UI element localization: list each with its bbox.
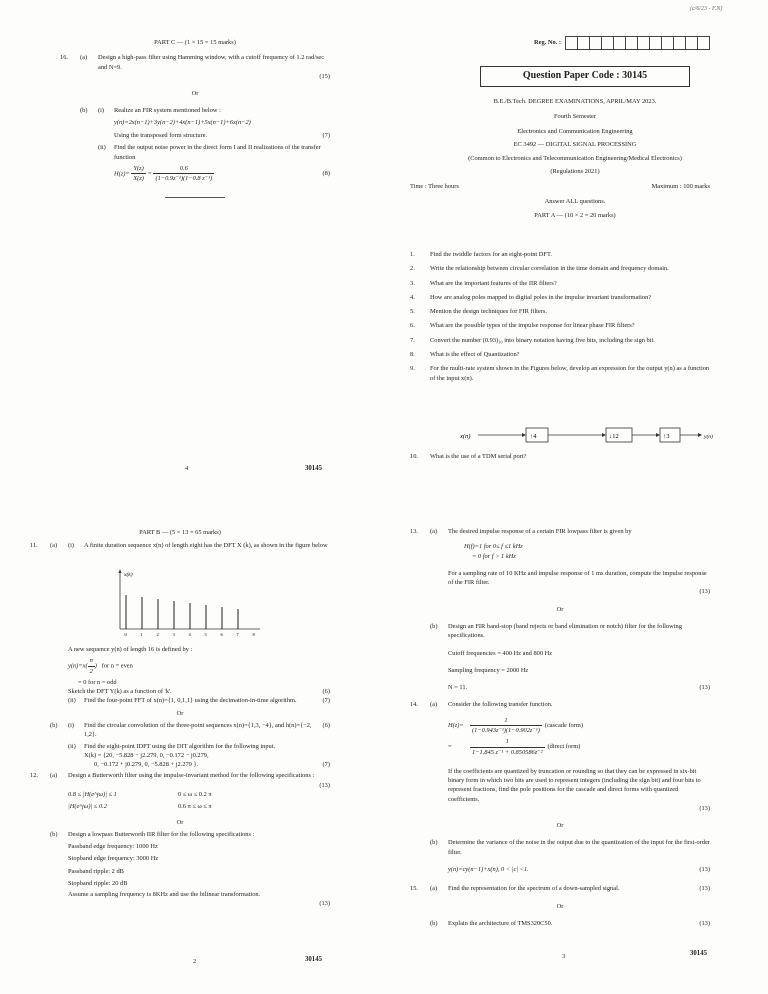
question-1: 1. Find the twiddle factors for an eight-point DFT. (410, 251, 552, 258)
multirate-diagram (440, 425, 720, 447)
q12b-spec-1: Passband edge frequency: 1000 Hz (68, 843, 158, 851)
or-label: Or (176, 709, 184, 717)
page-4-number: 4 (185, 465, 189, 472)
q14a-lhs: H(z)= (448, 721, 464, 729)
q14a-direct-fraction: $\frac{1}{\text{1−1.845 z⁻¹ + 0.850586z⁻²}}$ (472, 738, 543, 756)
or-label: Or (556, 902, 564, 910)
common-line: (Common to Electronics and Telecommunication Engineering/Medical Electronics) (468, 154, 682, 162)
q13b-spec-1: Cutoff frequencies = 400 Hz and 800 Hz (448, 649, 553, 657)
q16a: 16. (a) Design a high-pass filter using Hamming window, with a cutoff frequency of 1.2 rad/sec and N=9. (60, 54, 325, 71)
q15a: 15. (a) Find the representation for the spectrum of a down-sampled signal. (13) (410, 885, 710, 893)
downsample-12-label: ↓12 (609, 433, 619, 440)
dft-stem-plot (100, 567, 280, 642)
plot-tick-4: 4 (188, 632, 191, 637)
q12b-spec-3: Passband ripple: 2 dB (68, 867, 124, 875)
q14a-cascade-fraction: $\frac{1}{\text{(1−0.943z⁻¹)(1−0.902z⁻¹)}}$ (472, 716, 540, 734)
q16b-ii-equation: H(z)= $\frac{Y(z)}{X(z)}$ = $\frac{0.6}{\text{(1−0.9z⁻¹)(1−0.8 z⁻¹)}}$ (114, 164, 213, 183)
q11b-i: (b) (i) Find the circular convolution of the three-point sequences x(n)={1,3, −4}, and h(n)={−2, 1,2}. (6) (50, 721, 330, 739)
question-5: 5. Mention the design techniques for FIR filters. (410, 308, 547, 316)
q13b-spec-2: Sampling frequency = 2000 Hz (448, 666, 529, 674)
q11b-ii: (ii) Find the eight-point IDFT using the DIT algorithm for the following input. (68, 742, 276, 750)
q14b-equation: y(n)=cy(n−1)+x(n), 0 < |c| <1. (448, 866, 529, 874)
part-c-title: PART C — (1 × 15 = 15 marks) (154, 39, 236, 46)
question-7: 7. Convert the number (0.93)₁₀ into binary notation having five bits, including the sign bit. (410, 336, 655, 344)
reg-no-boxes (565, 36, 710, 50)
subject-line: EC 3492 — DIGITAL SIGNAL PROCESSING (513, 141, 637, 149)
q12b-marks: (13) (319, 900, 330, 908)
semester-line: Fourth Semester (553, 112, 597, 120)
plot-y-label: x(k) (124, 572, 133, 578)
q14b: (b) Determine the variance of the noise in the output due to the quantization of the input for the first-order filter. (430, 839, 710, 856)
question-2: 2. Write the relationship between circular correlation in the time domain and frequency domain. (410, 265, 669, 273)
q12a-marks: (13) (319, 781, 330, 789)
question-6: 6. What are the possible types of the impulse response for linear phase FIR filters? (410, 322, 635, 330)
q14b-marks: (13) (699, 866, 710, 874)
q12a-spec-1-right: 0 ≤ ω ≤ 0.2 π (178, 790, 212, 798)
q16b-ii-marks: (8) (322, 169, 330, 177)
q15b: (b) Explain the architecture of TMS320C50. (13) (430, 919, 710, 927)
q13a-marks: (13) (699, 588, 710, 596)
question-paper-code: Question Paper Code : 30145 (480, 66, 690, 87)
q12a-spec-2-left: |H(e^jω)| ≤ 0.2 (68, 803, 107, 811)
upsample-3-label: ↑3 (663, 433, 670, 440)
q14a-cascade-label: (cascade form) (544, 721, 583, 729)
question-4: 4. How are analog poles mapped to digital poles in the impulse invariant transformation? (410, 293, 652, 301)
or-label: Or (556, 605, 564, 613)
time-label: Time : Three hours (410, 183, 459, 191)
page-3: 13. (a) The desired impulse response of a certain FIR lowpass filter is given by H(f)=1 for 0≤ f ≤1 kHz = 0 for f > 1 kHz For a sampling rate of 10 KHz and impulse response of 1 ms duration, compute the impulse response of the FIR filter. (13) Or (b) Design an FIR band-stop (band rejects or band elimination or notch) filter for the following specifications. Cutoff frequencies = 400 Hz and 800 Hz Sampling frequency = 2000 Hz N = 11. (13) 14. (a) Consider the following transfer function. H(z)= $\frac{1}{\text{(1−0.943z⁻¹)(1−0.902z⁻¹)}}$ (cascade form) = $\frac{1}{\text{1−1.845 z⁻¹ + 0.850586z⁻²}}$ (direct form) If the coefficients are quantized by truncation or rounding so that they can be expressed in six-bit binary form in which two bits are used to represent integers (including the sign bit) and four bits to represent fractions, find the pole positions for the cascade and direct forms with quantized coefficients. (13) Or (b) Determine the variance of the noise in the output due to the quantization of the input for the first-order filter. y(n)=cy(n−1)+x(n), 0 < |c| <1. (13) 15. (a) Find the representation for the spectrum of a down-sampled signal. (13) Or (b) Explain the architecture of TMS320C50. (13) (410, 528, 710, 927)
page-2 (30, 528, 330, 551)
plot-tick-7: 7 (236, 632, 239, 637)
or-label: Or (556, 822, 564, 830)
q13a-eq-2: = 0 for f > 1 kHz (472, 552, 516, 560)
plot-tick-8: 8 (252, 632, 255, 637)
regulations-line: (Regulations 2021) (550, 167, 600, 175)
question-3: 3. What are the important features of the IIR filters? (410, 279, 557, 287)
page-3-number: 3 (562, 953, 566, 960)
page-2-code: 30145 (305, 956, 322, 963)
answer-all: Answer ALL questions. (544, 198, 606, 206)
q12a-spec-2-right: 0.6 π ≤ ω ≤ π (178, 803, 212, 811)
q14a: 14. (a) Consider the following transfer function. (410, 701, 553, 709)
q12a-spec-1-left: 0.8 ≤ |H(e^jω)| ≤ 1 (68, 790, 117, 798)
q13b-spec-3: N = 11. (448, 684, 468, 692)
q13b-marks: (13) (699, 684, 710, 692)
q11a-i: 11. (a) (i) A finite duration sequence x(n) of length eight has the DFT X (k), as shown in the figure below (30, 542, 328, 550)
part-a-questions (410, 250, 710, 383)
plot-tick-0: 0 (124, 632, 127, 637)
q16b-ii: (ii) Find the output noise power in the direct form I and II realizations of the transfer function (98, 144, 321, 161)
plot-tick-3: 3 (172, 632, 175, 637)
degree-line: B.E./B.Tech. DEGREE EXAMINATIONS, APRIL/MAY 2023. (493, 97, 657, 105)
page-2-number: 2 (193, 958, 197, 965)
reg-no-row: Reg. No. : (440, 36, 710, 50)
plot-tick-6: 6 (220, 632, 223, 637)
question-9: 9. For the multi-rate system shown in the Figures below, develop an expression for the output y(n) as a function of the input x(n). (410, 365, 710, 382)
q11a-ii-marks: (7) (322, 697, 330, 705)
q12b: (b) Design a lowpass Butterworth IIR filter for the following specifications : (50, 830, 255, 838)
page-3-code: 30145 (690, 950, 707, 957)
q15a-marks: (13) (699, 885, 710, 893)
q16b-i-marks: (7) (322, 131, 330, 139)
plot-tick-5: 5 (204, 632, 207, 637)
q13a-eq-1: H(f)=1 for 0≤ f ≤1 kHz (464, 543, 523, 551)
q14a-direct-label: (direct form) (547, 743, 581, 751)
q11a-ii: (ii) Find the four-point FFT of x(n)={1, 0,1,1} using the decimation-in-time algorithm. (7) (68, 697, 330, 705)
or-label: Or (191, 90, 199, 98)
question-10: 10. What is the use of a TDM serial port? (410, 453, 527, 460)
branch-line: Electronics and Communication Engineering (517, 128, 633, 136)
page-4: PART C — (1 × 15 = 15 marks) 16. (a) Design a high-pass filter using Hamming window, with a cutoff frequency of 1.2 rad/sec and N=9. (15) Or (b) (i) Realize an FIR system mentioned below : y(n)=2x(n−1)+3y(n−2)+4x(n−1)+5x(n−1)+6x(n−2) Using the transposed form structure. (7) (ii) Find the output noise power in the direct form I and II realizations of the transfer function H(z)= $\frac{Y(z)}{X(z)}$ = $\frac{0.6}{\text{(1−0.9z⁻¹)(1−0.8 z⁻¹)}}$ (8) (60, 38, 330, 198)
plot-tick-2: 2 (156, 632, 159, 637)
maximum-marks: Maximum : 100 marks (651, 183, 710, 191)
diagram-input-label: x(n) (460, 433, 471, 440)
page-1 (410, 36, 710, 220)
q13a: 13. (a) The desired impulse response of a certain FIR lowpass filter is given by (410, 528, 632, 535)
q12a: 12. (a) Design a Butterworth filter using the impulse-invariant method for the following specifications : (30, 772, 315, 780)
q11a-equation-2: = 0 for n = odd (78, 678, 117, 686)
q11a-equation-1: y(n)=x( $\frac{n}{2}$ ) for n = even (68, 657, 133, 675)
q15b-marks: (13) (699, 919, 710, 927)
q11b-ii-eq-1: X(k) = {20, −5.828 − j2.279, 0, −0.172 − j0.279, (84, 751, 209, 759)
corner-handwritten-note: (c/6/23 - F.N) (690, 6, 723, 12)
plot-tick-1: 1 (140, 632, 143, 637)
page-4-code: 30145 (305, 465, 322, 472)
q16a-marks: (15) (319, 72, 330, 80)
q14a-marks: (13) (699, 804, 710, 812)
diagram-output-label: y(n) (704, 434, 713, 440)
q16b-i-equation: y(n)=2x(n−1)+3y(n−2)+4x(n−1)+5x(n−1)+6x(n−2) (114, 118, 251, 126)
end-rule (165, 197, 225, 198)
part-a-title: PART A — (10 × 2 = 20 marks) (534, 211, 616, 219)
upsample-4-label: ↑4 (530, 433, 537, 440)
q13b: (b) Design an FIR band-stop (band rejects or band elimination or notch) filter for the following specifications. (430, 622, 682, 640)
part-b-title: PART B — (5 × 13 = 65 marks) (139, 529, 221, 536)
q16b-i: (b) (i) Realize an FIR system mentioned below : (80, 107, 221, 115)
or-label: Or (176, 818, 184, 826)
q11b-i-marks: (6) (322, 721, 330, 729)
q11a-i-marks: (6) (322, 688, 330, 696)
q12b-spec-4: Stopband ripple: 20 dB (68, 879, 128, 887)
q11b-ii-eq-2: 0, −0.172 + j0.279, 0, −5.828 + j2.279 }. (94, 761, 199, 769)
question-8: 8. What is the effect of Quantization? (410, 350, 520, 358)
q11b-ii-marks: (7) (322, 761, 330, 769)
q12b-spec-2: Stopband edge frequency: 3000 Hz (68, 855, 159, 863)
page-2-cont: A new sequence y(n) of length 16 is defined by : y(n)=x( $\frac{n}{2}$ ) for n = even = 0 for n = odd Sketch the DFT Y(k) as a function of 'k'. (6) (ii) Find the four-point FFT of x(n)={1, 0,1,1} using the decimation-in-time algorithm. (7) Or (b) (i) Find the circular convolution of the three-point sequences x(n)={1,3, −4}, and h(n)={−2, 1,2}. (6) (ii) Find the eight-point IDFT using the DIT algorithm for the following input. X(k) = {20, −5.828 − j2.279, 0, −0.172 − j0.279, 0, −0.172 + j0.279, 0, −5.828 + j2.279 }. (7) 12. (a) Design a Butterworth filter using the impulse-invariant method for the following specifications : (13) 0.8 ≤ |H(e^jω)| ≤ 1 0 ≤ ω ≤ 0.2 π |H(e^jω)| ≤ 0.2 0.6 π ≤ ω ≤ π Or (b) Design a lowpass Butterworth IIR filter for the following specifications : Passband edge frequency: 1000 Hz Stopband edge frequency: 3000 Hz Passband ripple: 2 dB Stopband ripple: 20 dB Assume a sampling frequency is 8KHz and use the bilinear transformation. (13) (30, 646, 330, 908)
